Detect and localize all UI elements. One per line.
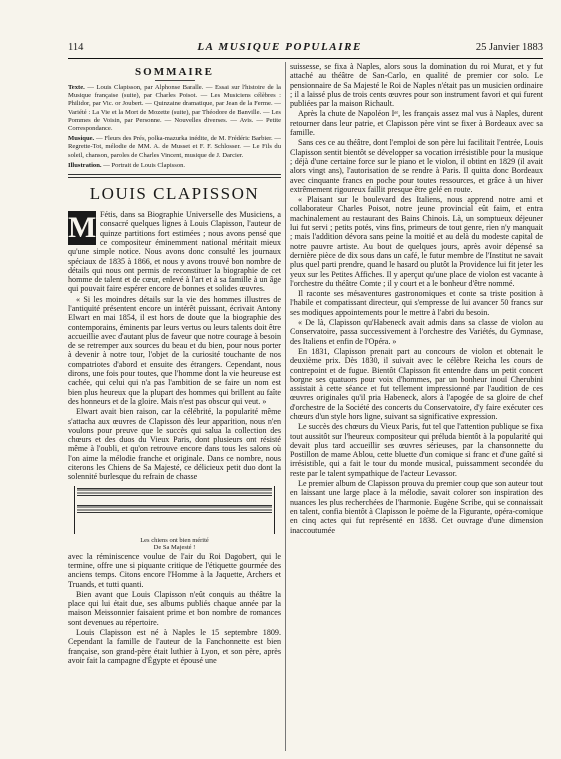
sommaire-texte-label: Texte. [68, 84, 85, 91]
sommaire-texte-content: — Louis Clapisson, par Alphonse Baralle. — Essai sur l'histoire de la Musique française (suite), par Charles Poisot. — Les Musiciens célèbres : Philidor, par Vic. or Joubert. — Quinzaine dramatique, par Jean de la Ferme. — Variété : La Vie et la Mort de Mozette (suite), par Théodore de Banville. — Les Pommes de Voisin, par Personne. — Nouvelles diverses. — Avis. — Petite Correspondance. [68, 84, 281, 133]
left-column [68, 62, 281, 753]
issue-date: 25 Janvier 1883 [475, 42, 543, 53]
article-paragraph-7: suissesse, se fixa à Naples, alors sous la domination du roi Murat, et y fut attaché au théâtre de San-Carlo, en qualité de premier cor solo. Le pensionnaire de Sa Majesté le Roi de Naples n'était pas un musicien ordinaire ; il a laissé plus de trois cents œuvres pour son instrument favori et qui furent publiées par la maison Richault. [290, 62, 543, 109]
article-paragraph-6: Louis Clapisson est né à Naples le 15 septembre 1809. Cependant la famille de l'auteur de la Fanchonnette est bien française, son grand-père était luthier à Lyon, et son père, après avoir fait la campagne d'Égypte et épousé une [68, 628, 281, 665]
section-double-rule [68, 174, 281, 178]
column-divider [285, 62, 286, 751]
right-column [290, 62, 543, 753]
article-paragraph-14: Le succès des chœurs du Vieux Paris, fut tel que l'attention publique se fixa tout aussitôt sur l'heureux compositeur qui préluda bientôt à la popularité qui devait plus tard accueillir ses œuvres sérieuses, par la chansonnette du Postillon de mame Ablou, cette bluette d'un comique si franc et d'une gaîté si irrésistible, qui a fait le tour du monde musical, puissamment secondée du reste par le talent sympathique de l'acteur Levassor. [290, 422, 543, 478]
page-number: 114 [68, 42, 84, 53]
article-paragraph-1 [68, 210, 281, 294]
journal-title: LA MUSIQUE POPULAIRE [197, 41, 362, 53]
music-excerpt [74, 486, 275, 534]
header-rule [68, 58, 543, 59]
article-title: LOUIS CLAPISSON [89, 184, 260, 204]
sommaire-title: SOMMAIRE [135, 66, 214, 78]
music-staff [77, 505, 272, 513]
sommaire-musique [68, 135, 281, 160]
article-paragraph-10: « Plaisant sur le boulevard des Italiens, nous apprend notre ami et collaborateur Charles Poisot, notre jeune provincial eût faim, et entra machinalement au restaurant des Bains Chinois. Là, un somptueux déjeuner lui fut servi ; petits potés, vins fins, primeurs de tout genre, rien n'y manquait ; mais l'addition dévora sans peine la moitié et au delà du modeste capital de notre pauvre artiste. Au bout de quelques jours, après avoir dépensé sa dernière pièce de dix sous dans un café, le futur membre de l'Institut ne savait plus quel parti prendre, quand le hasard ou plutôt la Providence lui fit jeter les yeux sur les Petites Affiches. Il y aperçut qu'une place de violon est vacante à l'orchestre du théâtre Comte ; il y court et a le bonheur d'être nommé. [290, 195, 543, 288]
article-paragraph-8: Après la chute de Napoléon Iᵉʳ, les français assez mal vus à Naples, durent retourner dans leur patrie, et Clapisson père vint se fixer à Bordeaux avec sa famille. [290, 109, 543, 138]
article-paragraph-1-text: Fétis, dans sa Biographie Universelle des Musiciens, a consacré quelques lignes à Louis Clapisson, l'auteur de quinze partitions fort estimées ; nous avons pensé que ce compositeur éminemment national méritait mieux qu'une simple notice. Nous avons donc consulté les journaux spéciaux de 1835 à 1866, et nous y avons trouvé bon nombre de détails qui nous ont permis de reconstituer la biographie de cet homme de talent et de cœur, enlevé à l'art et à sa famille à un âge qui pouvait faire espérer encore de bonnes et solides œuvres. [68, 210, 281, 294]
music-caption: Les chiens ont bien mérité De Sa Majesté ! [140, 536, 209, 552]
article-paragraph-9: Sans ces ce au théâtre, dont l'emploi de son père lui facilitait l'entrée, Louis Clapisson sentit bientôt se développer sa vocation irrésistible pour la musique ; déjà d'une certaine force sur le piano et le violon, il obtint en 1829 (il avait alors vingt ans), l'autorisation de se rendre à Paris. Il quitta donc Bordeaux avec cinquante francs en poche pour toutes ressources, et grâce à un hiver extrêmement rigoureux faillit presque être gelé en route. [290, 138, 543, 194]
sommaire-rule [155, 80, 195, 81]
sommaire-musique-label: Musique. [68, 135, 95, 143]
article-paragraph-15: Le premier album de Clapisson prouva du premier coup que son auteur tout en laissant une large place à la mélodie, savait colorer son inspiration des nuances les plus recherchées de l'harmonie. Eugène Scribe, qui se connaissait en talent, confia bientôt à Clapisson le poème de la Figurante, opéra-comique en cinq actes qui fut représenté en 1838. Cet ouvrage d'une dimension inaccoutumée [290, 479, 543, 535]
page-header [68, 41, 543, 55]
sommaire-illustration-label: Illustration. [68, 161, 102, 169]
sommaire-musique-content: — Fleurs des Prés, polka-mazurka inédite, de M. Frédéric Barbier. — Regrette-Tot, mélodie de MM. A. de Musset et F. F. Schlosser. — Le Fils du soleil, chanson, paroles de Charles Vincent, musique de J. Darcier. [68, 135, 281, 159]
article-paragraph-12: « De là, Clapisson qu'Habeneck avait admis dans sa classe de violon au Conservatoire, passa successivement à l'orchestre des Variétés, du Gymnase, des Italiens et enfin de l'Opéra. » [290, 318, 543, 346]
sommaire-texte [68, 84, 281, 133]
drop-cap: M [68, 211, 97, 245]
article-paragraph-3: Elwart avait bien raison, car la célébrité, la popularité même s'attacha aux œuvres de Clapisson dès leur apparition, nous n'en voulons pour preuve que le succès qui salua la collection des chœurs et des duos du Vieux Paris, dont plusieurs ont résisté même à l'oubli, et qu'on retrouve encore dans tous les salons où l'on aime la mélodie franche et originale. Dans ce nombre, nous citerons les Chiens de Sa Majesté, ce délicieux petit duo dont la solennité burlesque du refrain de chasse [68, 407, 281, 482]
article-paragraph-2: « Si les moindres détails sur la vie des hommes illustres de l'antiquité présentent encore un intérêt puissant, écrivait Antony Elwart en mai 1854, il est hors de doute que la biographie des contemporains, éminents par leurs vertus ou leurs talents doit être accueillie avec d'autant plus de faveur que notre courage à besoin de se retremper aux sources du beau et du bien, pour nous porter à devenir à notre tour, l'objet de la curiosité touchante de nos compatriotes d'abord et ensuite des étrangers. Cependant, nous dirons, une fois pour toutes, que l'homme dont la vie heureuse est cachée, qui celui qui n'a pas l'ambition de se faire un nom est bien plus heureux que la plupart des hommes qui brillent au faîte des honneurs et de la gloire. Mais n'est pas obscur qui veut. » [68, 294, 281, 406]
article-paragraph-13: En 1831, Clapisson prenait part au concours de violon et obtenait le deuxième prix. Dès 1830, il suivait avec le célèbre Reicha les cours de contrepoint et de fugue. Bientôt Clapisson fit entendre dans un petit concert borgne ses quatuors pour voix d'hommes, par un bonheur inouï Cherubini assistait à cette séance et fut tellement impressionné par l'audition de ces œuvres originales qu'il pria Habeneck, alors à l'apogée de sa gloire de chef d'orchestre de la Société des concerts du Conservatoire, d'y faire exécuter ces chœurs d'un style hors ligne, suivant sa significative expression. [290, 346, 543, 421]
sommaire-illustration [68, 162, 281, 170]
article-paragraph-11: Il raconte ses mésaventures gastronomiques et conte sa triste position à l'habile et compatissant directeur, qui s'empresse de lui avancer 50 francs sur ses modiques appointements pour le mettre à l'abri du besoin. [290, 289, 543, 317]
music-staff [77, 488, 272, 496]
article-paragraph-4: avec la réminiscence voulue de l'air du Roi Dagobert, qui le termine, offre une si piquante critique de l'étiquette gourmée des anciens temps. Citons encore l'Homme à la Jaquette, Archers et Truands, et tutti quanti. [68, 551, 281, 589]
article-paragraph-5: Bien avant que Louis Clapisson n'eût conquis au théâtre la place qui lui était due, ses albums publiés chaque année par la maison Meissonnier faisaient prime et bon nombre de romances sont devenues au répertoire. [68, 589, 281, 627]
sommaire-illustration-content: — Portrait de Louis Clapisson. [103, 161, 186, 169]
